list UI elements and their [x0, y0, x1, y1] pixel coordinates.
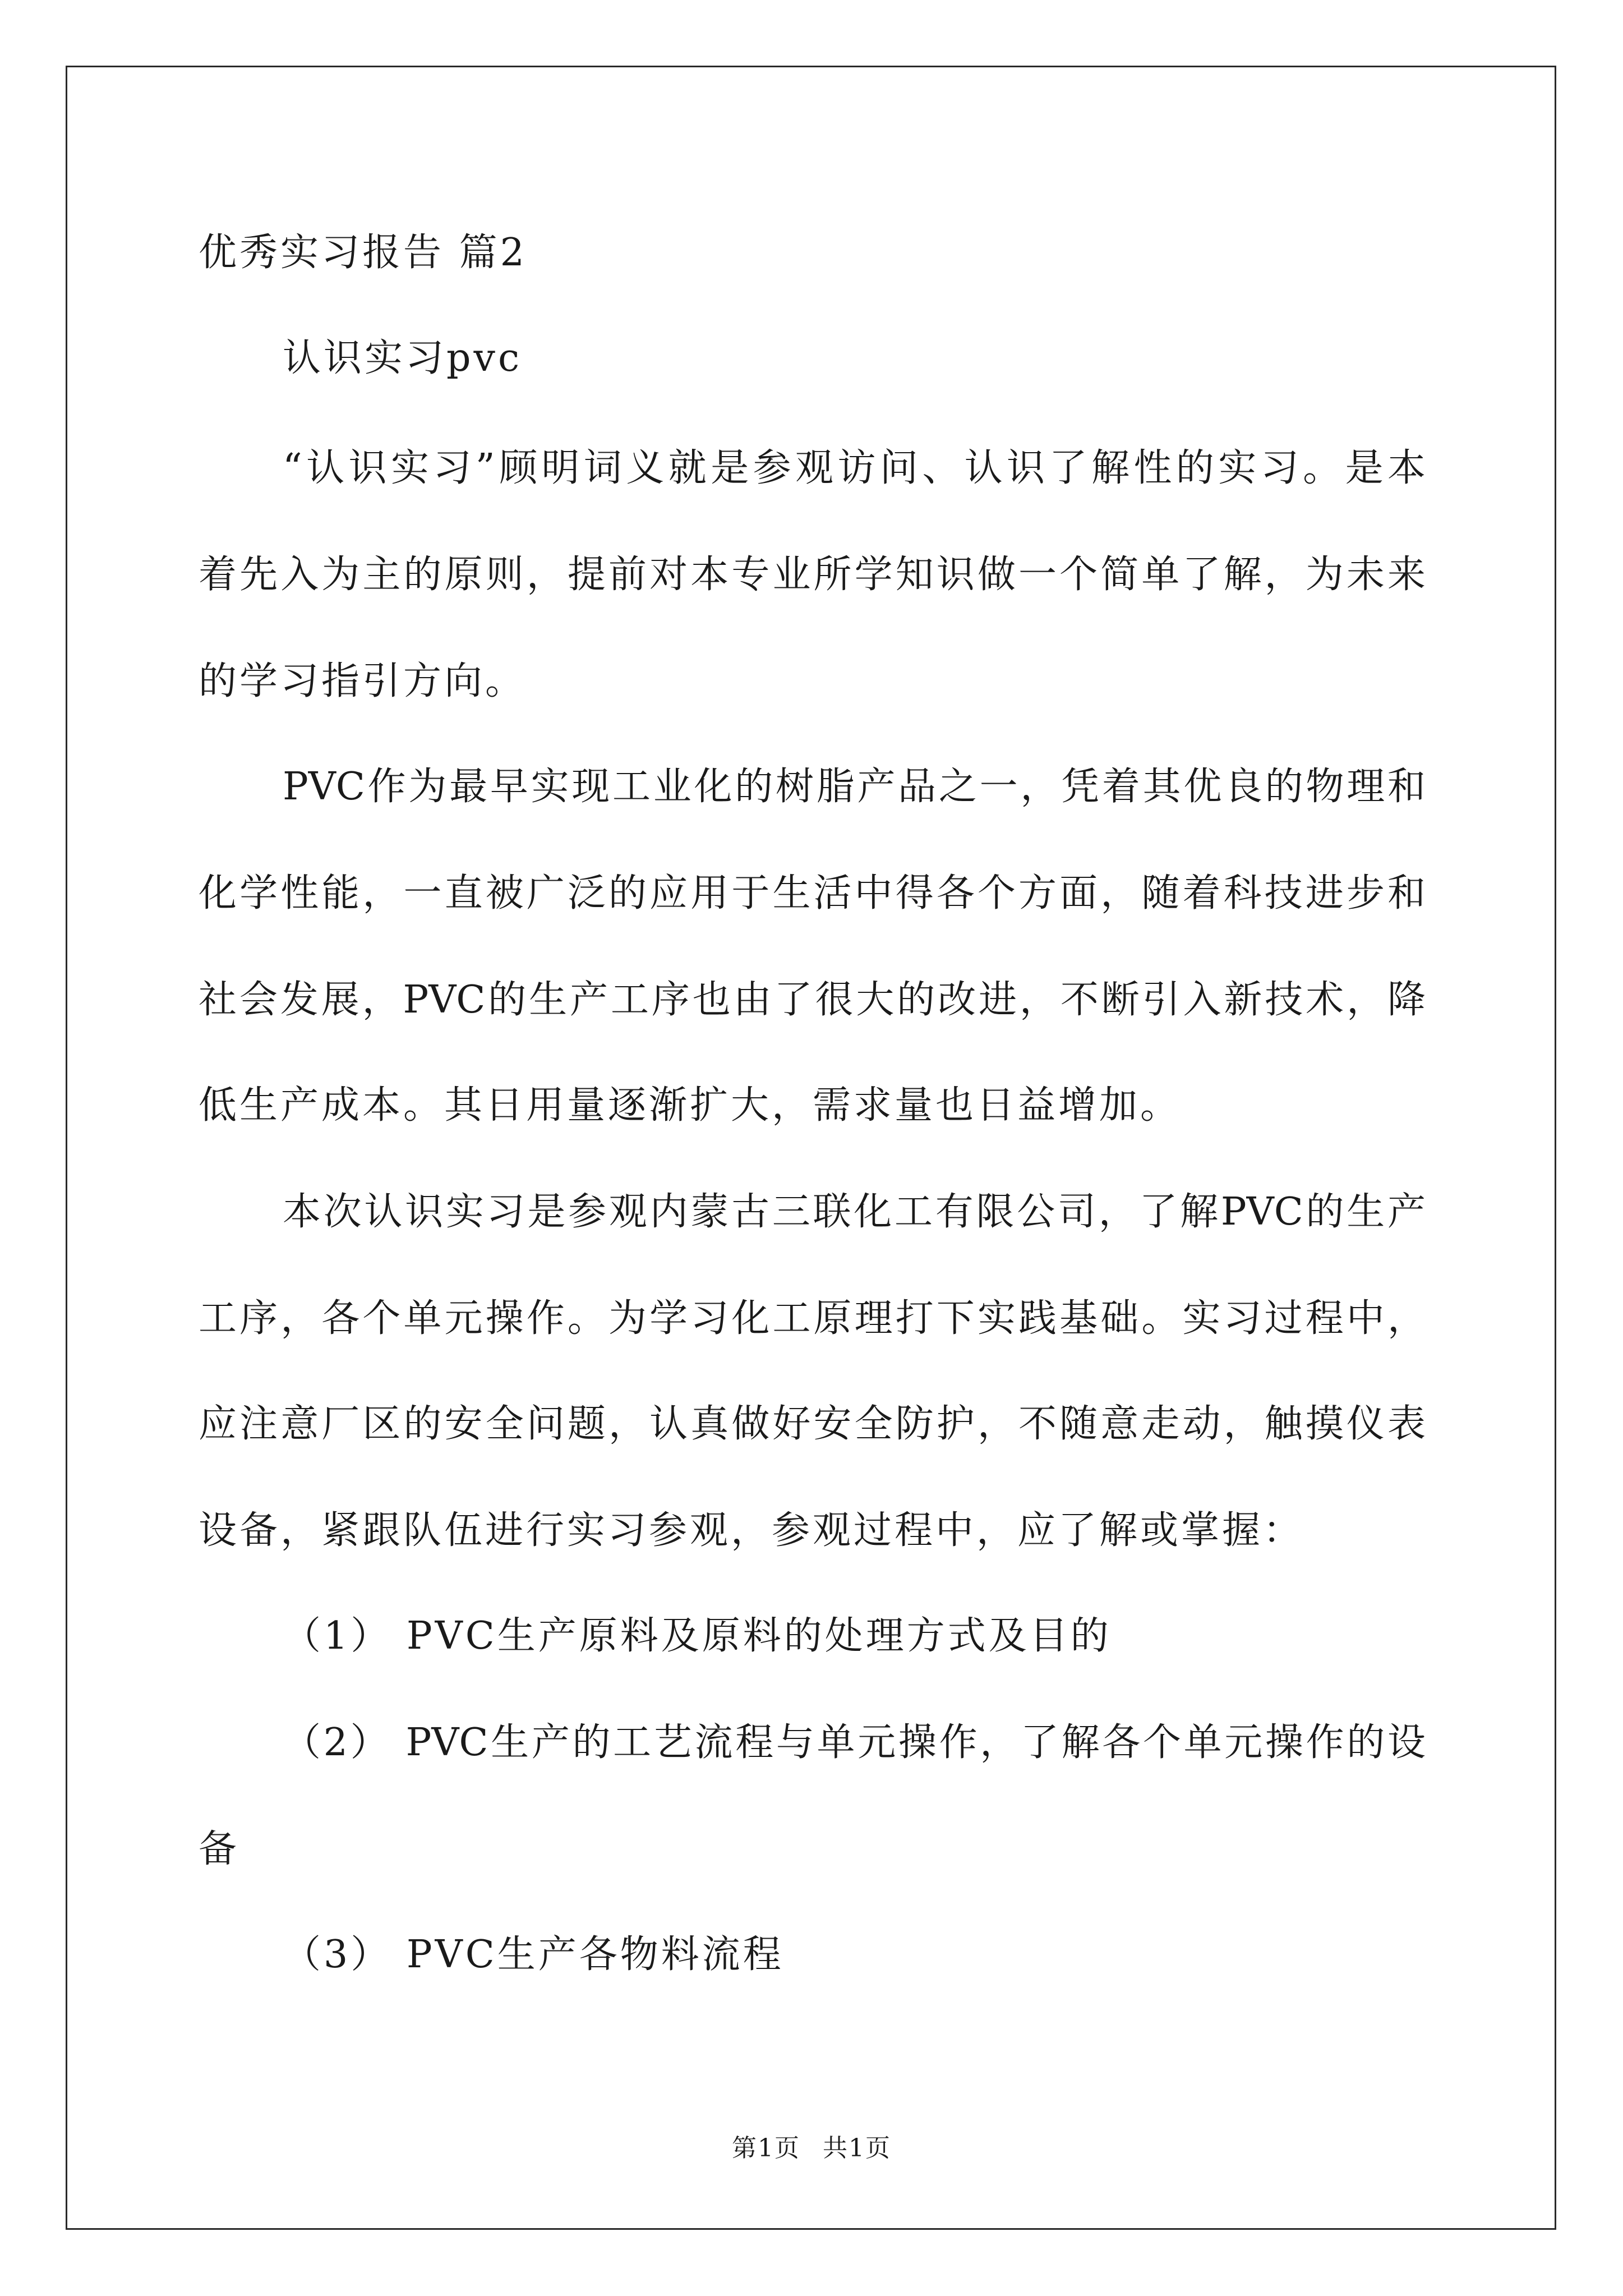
paragraph-line: “认识实习”顾明词义就是参观访问、认识了解性的实习。是本	[283, 446, 1426, 490]
paragraph-line: PVC作为最早实现工业化的树脂产品之一，凭着其优良的物理和	[283, 765, 1426, 809]
list-item-line: 备	[199, 1827, 240, 1871]
paragraph-line: 社会发展，PVC的生产工序也由了很大的改进，不断引入新技术，降	[199, 978, 1426, 1022]
paragraph-line: 设备，紧跟队伍进行实习参观，参观过程中，应了解或掌握：	[199, 1508, 1304, 1553]
page-border	[66, 66, 1556, 2230]
document-title: 优秀实习报告 篇2	[199, 231, 527, 275]
paragraph-line: 低生产成本。其日用量逐渐扩大，需求量也日益增加。	[199, 1083, 1182, 1128]
document-subtitle: 认识实习pvc	[283, 336, 523, 380]
paragraph-line: 应注意厂区的安全问题，认真做好安全防护，不随意走动，触摸仪表	[199, 1402, 1426, 1446]
list-item-line: （2） PVC生产的工艺流程与单元操作，了解各个单元操作的设	[283, 1720, 1426, 1765]
page-number: 第1页	[732, 2134, 800, 2162]
paragraph-line: 工序，各个单元操作。为学习化工原理打下实践基础。实习过程中，	[199, 1296, 1426, 1341]
paragraph-line: 着先入为主的原则，提前对本专业所学知识做一个简单了解，为未来	[199, 553, 1426, 597]
paragraph-line: 化学性能，一直被广泛的应用于生活中得各个方面，随着科技进步和	[199, 871, 1426, 915]
list-item-line: （1） PVC生产原料及原料的处理方式及目的	[283, 1614, 1112, 1658]
list-item-line: （3） PVC生产各物料流程	[283, 1932, 784, 1977]
page-total: 共1页	[823, 2134, 891, 2162]
paragraph-line: 的学习指引方向。	[199, 659, 527, 703]
paragraph-line: 本次认识实习是参观内蒙古三联化工有限公司，了解PVC的生产	[283, 1190, 1426, 1234]
page-footer	[0, 2132, 1623, 2165]
